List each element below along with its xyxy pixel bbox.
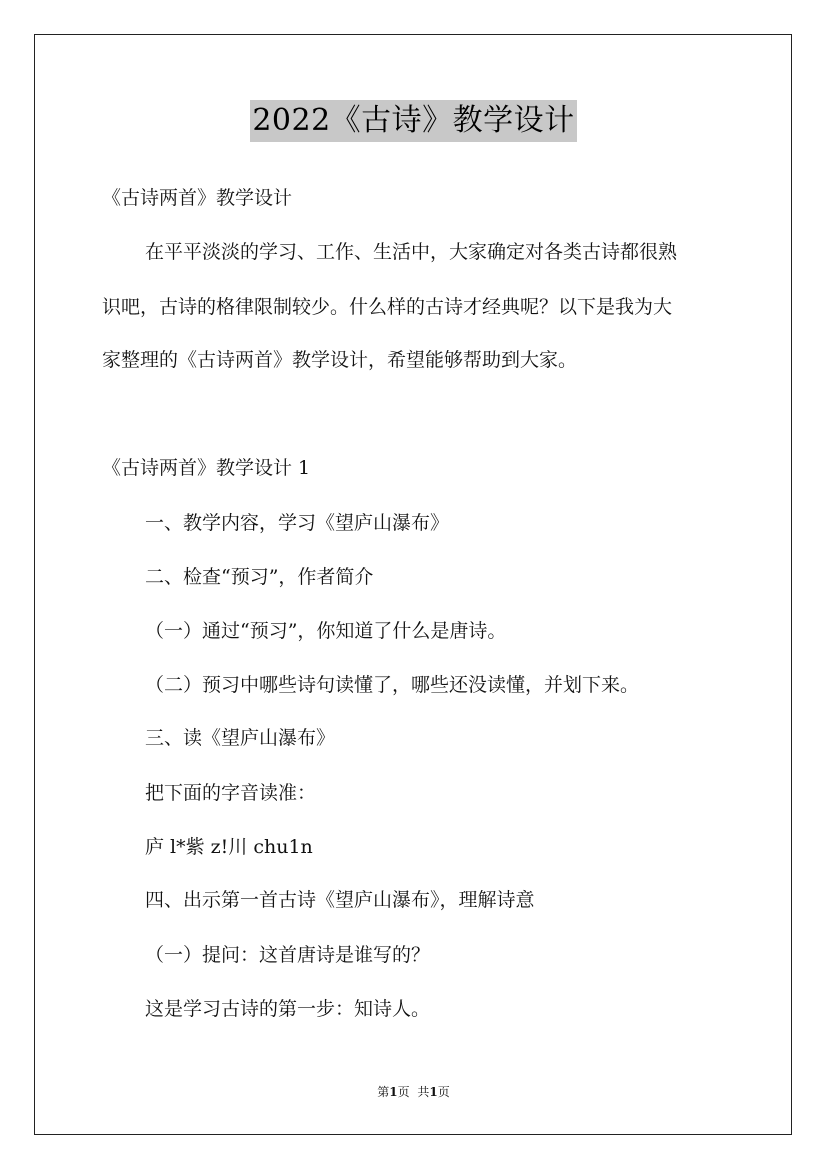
intro-line-2: 识吧，古诗的格律限制较少。什么样的古诗才经典呢？以下是我为大 [102, 296, 673, 318]
item-5: 三、读《望庐山瀑布》 [145, 727, 336, 749]
title-container [0, 100, 827, 142]
footer-page-prefix: 第 [377, 1085, 390, 1099]
subtitle: 《古诗两首》教学设计 [102, 187, 293, 209]
item-1: 一、教学内容，学习《望庐山瀑布》 [145, 512, 450, 534]
page-footer [0, 1083, 827, 1100]
intro-line-1: 在平平淡淡的学习、工作、生活中，大家确定对各类古诗都很熟 [145, 241, 678, 263]
item-10: 这是学习古诗的第一步：知诗人。 [145, 998, 431, 1020]
item-6: 把下面的字音读准： [145, 782, 317, 804]
item-7: 庐 l*紫 z!川 chu1n [145, 836, 313, 858]
footer-total-suffix: 页 [437, 1085, 450, 1099]
footer-total-prefix: 共 [417, 1085, 430, 1099]
item-8: 四、出示第一首古诗《望庐山瀑布》，理解诗意 [145, 889, 535, 911]
item-9: （一）提问：这首唐诗是谁写的？ [145, 944, 431, 966]
document-title: 2022《古诗》教学设计 [250, 100, 576, 142]
item-3: （一）通过“预习”，你知道了什么是唐诗。 [145, 620, 507, 642]
footer-total-number: 1 [429, 1085, 438, 1099]
item-4: （二）预习中哪些诗句读懂了，哪些还没读懂，并划下来。 [145, 674, 640, 696]
item-2: 二、检查“预习”，作者简介 [145, 566, 374, 588]
footer-page-suffix: 页 [397, 1085, 410, 1099]
section-heading: 《古诗两首》教学设计 1 [102, 457, 311, 479]
intro-line-3: 家整理的《古诗两首》教学设计，希望能够帮助到大家。 [102, 349, 578, 371]
footer-page-number: 1 [389, 1085, 398, 1099]
